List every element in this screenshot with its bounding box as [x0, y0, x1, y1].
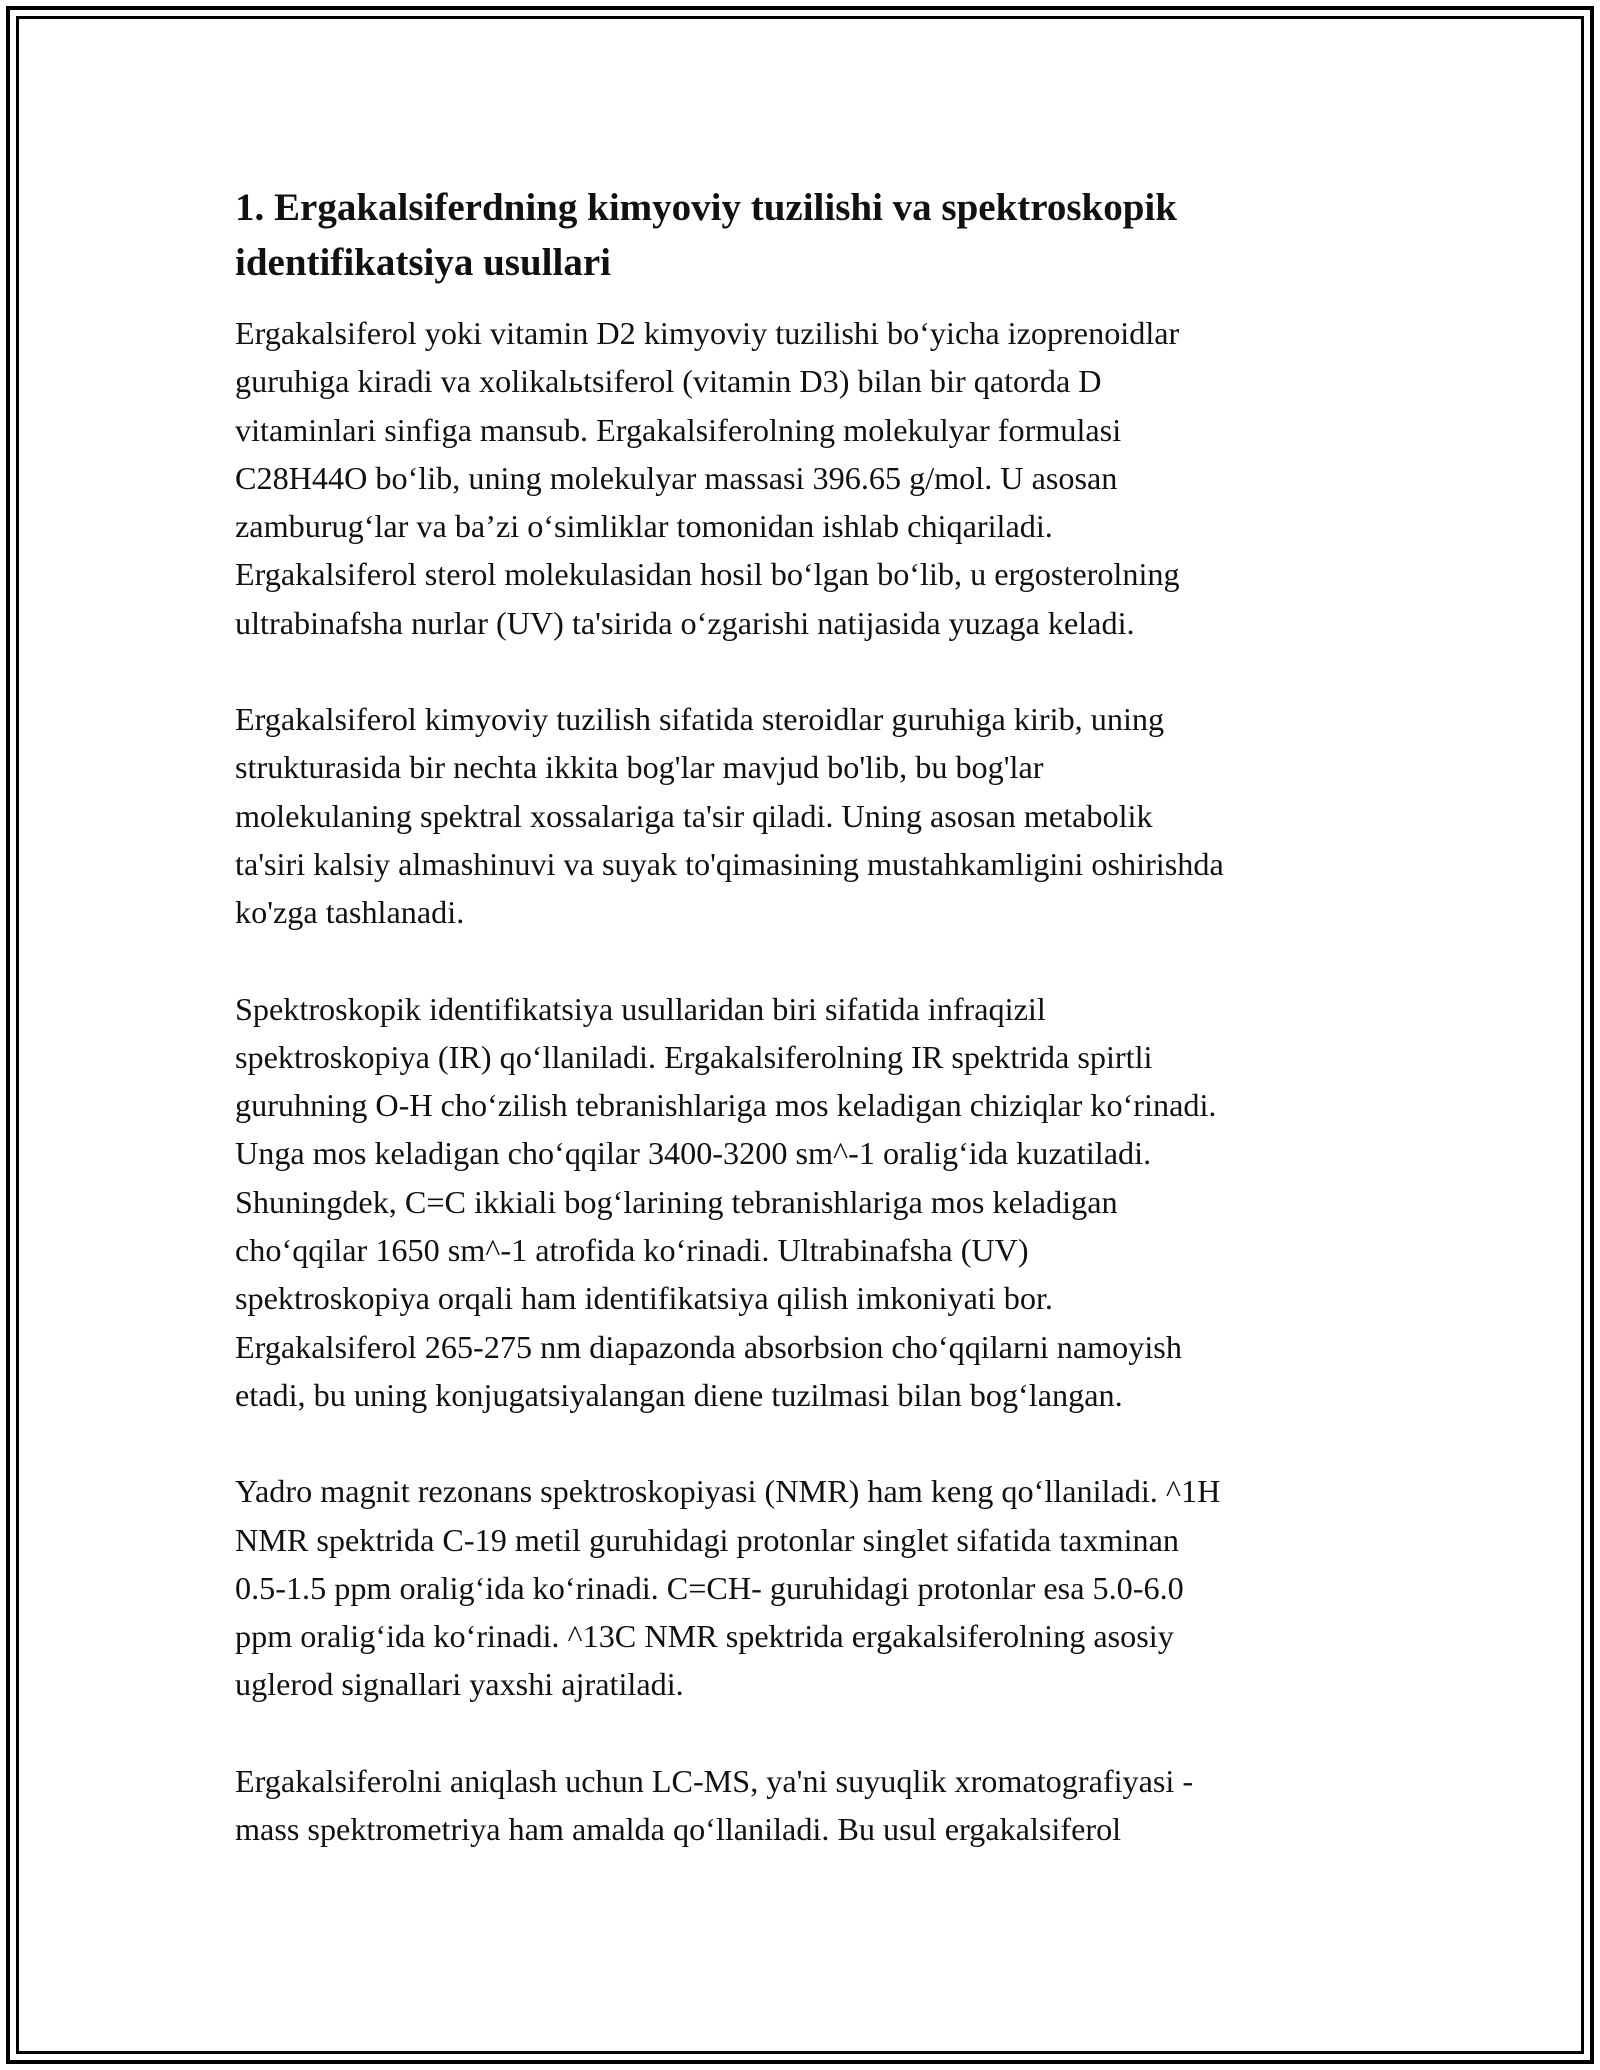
section-heading: 1. Ergakalsiferdning kimyoviy tuzilishi va spektroskopik identifikatsiya usullari	[235, 186, 1177, 284]
text-line: vitaminlari sinfiga mansub. Ergakalsiferolning molekulyar formulasi	[235, 411, 1122, 448]
text-line: Ergakalsiferol 265-275 nm diapazonda absorbsion choʻqqilarni namoyish	[235, 1328, 1182, 1365]
document-body	[235, 180, 1375, 1853]
text-line: Unga mos keladigan choʻqqilar 3400-3200 sm^-1 oraligʻida kuzatiladi.	[235, 1135, 1152, 1172]
text-line: ppm oraligʻida koʻrinadi. ^13C NMR spektrida ergakalsiferolning asosiy	[235, 1618, 1174, 1655]
text-line: Yadro magnit rezonans spektroskopiyasi (NMR) ham keng qoʻllaniladi. ^1H	[235, 1473, 1221, 1510]
text-line: guruhning O-H choʻzilish tebranishlariga mos keladigan chiziqlar koʻrinadi.	[235, 1087, 1217, 1124]
text-line: strukturasida bir nechta ikkita bog'lar mavjud bo'lib, bu bog'lar	[235, 749, 1044, 786]
paragraph-3	[235, 985, 1375, 1420]
text-line: spektroskopiya (IR) qoʻllaniladi. Ergakalsiferolning IR spektrida spirtli	[235, 1038, 1153, 1075]
text-line: ultrabinafsha nurlar (UV) ta'sirida oʻzgarishi natijasida yuzaga keladi.	[235, 604, 1135, 641]
text-line: NMR spektrida C-19 metil guruhidagi protonlar singlet sifatida taxminan	[235, 1521, 1179, 1558]
paragraph-2	[235, 695, 1375, 936]
text-line: ko'zga tashlanadi.	[235, 894, 465, 931]
text-line: uglerod signallari yaxshi ajratiladi.	[235, 1666, 684, 1703]
paragraph-5	[235, 1757, 1375, 1854]
paragraph-1	[235, 309, 1375, 647]
text-line: C28H44O boʻlib, uning molekulyar massasi 396.65 g/mol. U asosan	[235, 459, 1118, 496]
text-line: ta'siri kalsiy almashinuvi va suyak to'qimasining mustahkamligini oshirishda	[235, 845, 1224, 882]
text-line: 0.5-1.5 ppm oraligʻida koʻrinadi. C=CH- guruhidagi protonlar esa 5.0-6.0	[235, 1569, 1184, 1606]
text-line: Shuningdek, C=C ikkiali bogʻlarining tebranishlariga mos keladigan	[235, 1183, 1118, 1220]
text-line: zamburugʻlar va baʼzi oʻsimliklar tomonidan ishlab chiqariladi.	[235, 508, 1053, 545]
text-line: guruhiga kiradi va xolikalьtsiferol (vitamin D3) bilan bir qatorda D	[235, 363, 1102, 400]
text-line: molekulaning spektral xossalariga ta'sir qiladi. Uning asosan metabolik	[235, 797, 1153, 834]
text-line: mass spektrometriya ham amalda qoʻllaniladi. Bu usul ergakalsiferol	[235, 1811, 1122, 1848]
text-line: spektroskopiya orqali ham identifikatsiya qilish imkoniyati bor.	[235, 1280, 1053, 1317]
paragraph-4	[235, 1467, 1375, 1708]
text-line: Ergakalsiferol kimyoviy tuzilish sifatida steroidlar guruhiga kirib, uning	[235, 701, 1165, 738]
text-line: etadi, bu uning konjugatsiyalangan diene tuzilmasi bilan bogʻlangan.	[235, 1376, 1123, 1413]
text-line: Spektroskopik identifikatsiya usullaridan biri sifatida infraqizil	[235, 990, 1046, 1027]
text-line: choʻqqilar 1650 sm^-1 atrofida koʻrinadi. Ultrabinafsha (UV)	[235, 1232, 1029, 1269]
text-line: Ergakalsiferol yoki vitamin D2 kimyoviy tuzilishi boʻyicha izoprenoidlar	[235, 315, 1180, 351]
text-line: Ergakalsiferol sterol molekulasidan hosil boʻlgan boʻlib, u ergosterolning	[235, 556, 1180, 593]
text-line: Ergakalsiferolni aniqlash uchun LC-MS, ya'ni suyuqlik xromatografiyasi -	[235, 1762, 1194, 1799]
